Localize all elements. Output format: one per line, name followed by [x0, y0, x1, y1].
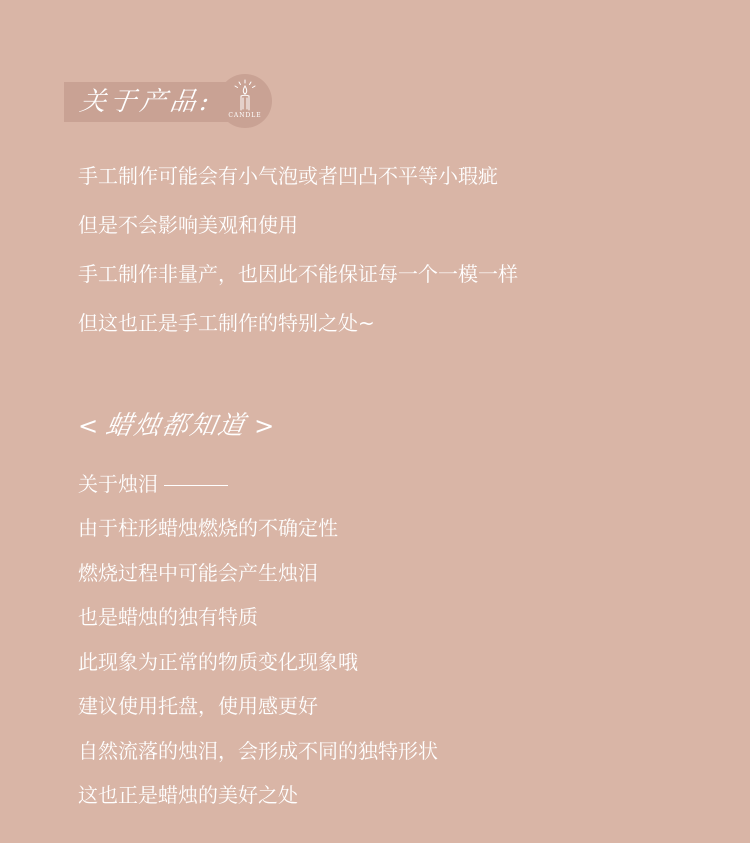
section-line-2: 燃烧过程中可能会产生烛泪 — [78, 561, 318, 585]
intro-line-3: 手工制作非量产，也因此不能保证每一个一模一样 — [78, 262, 518, 286]
header-title: 关于产品: — [77, 87, 215, 117]
section-line-6: 自然流落的烛泪，会形成不同的独特形状 — [78, 739, 438, 763]
section-line-1: 由于柱形蜡烛燃烧的不确定性 — [78, 516, 338, 540]
section-line-3: 也是蜡烛的独有特质 — [78, 605, 258, 629]
section-heading — [78, 406, 274, 446]
intro-line-1: 手工制作可能会有小气泡或者凹凸不平等小瑕疵 — [78, 164, 498, 188]
section-subhead — [78, 470, 228, 498]
section-heading-text: 蜡烛都知道 — [103, 411, 249, 441]
heading-bracket-right: > — [254, 412, 275, 440]
intro-line-2: 但是不会影响美观和使用 — [78, 213, 298, 237]
section-line-4: 此现象为正常的物质变化现象哦 — [78, 650, 358, 674]
intro-line-4: 但这也正是手工制作的特别之处~ — [78, 311, 375, 335]
section-line-5: 建议使用托盘，使用感更好 — [78, 694, 318, 718]
heading-bracket-left: < — [78, 412, 99, 440]
candle-badge-word: CANDLE — [228, 112, 262, 119]
candle-badge — [218, 74, 272, 128]
subhead-dash-divider — [164, 485, 228, 486]
section-line-7: 这也正是蜡烛的美好之处 — [78, 783, 298, 807]
candle-icon — [218, 74, 272, 128]
section-subhead-text: 关于烛泪 — [78, 472, 158, 496]
